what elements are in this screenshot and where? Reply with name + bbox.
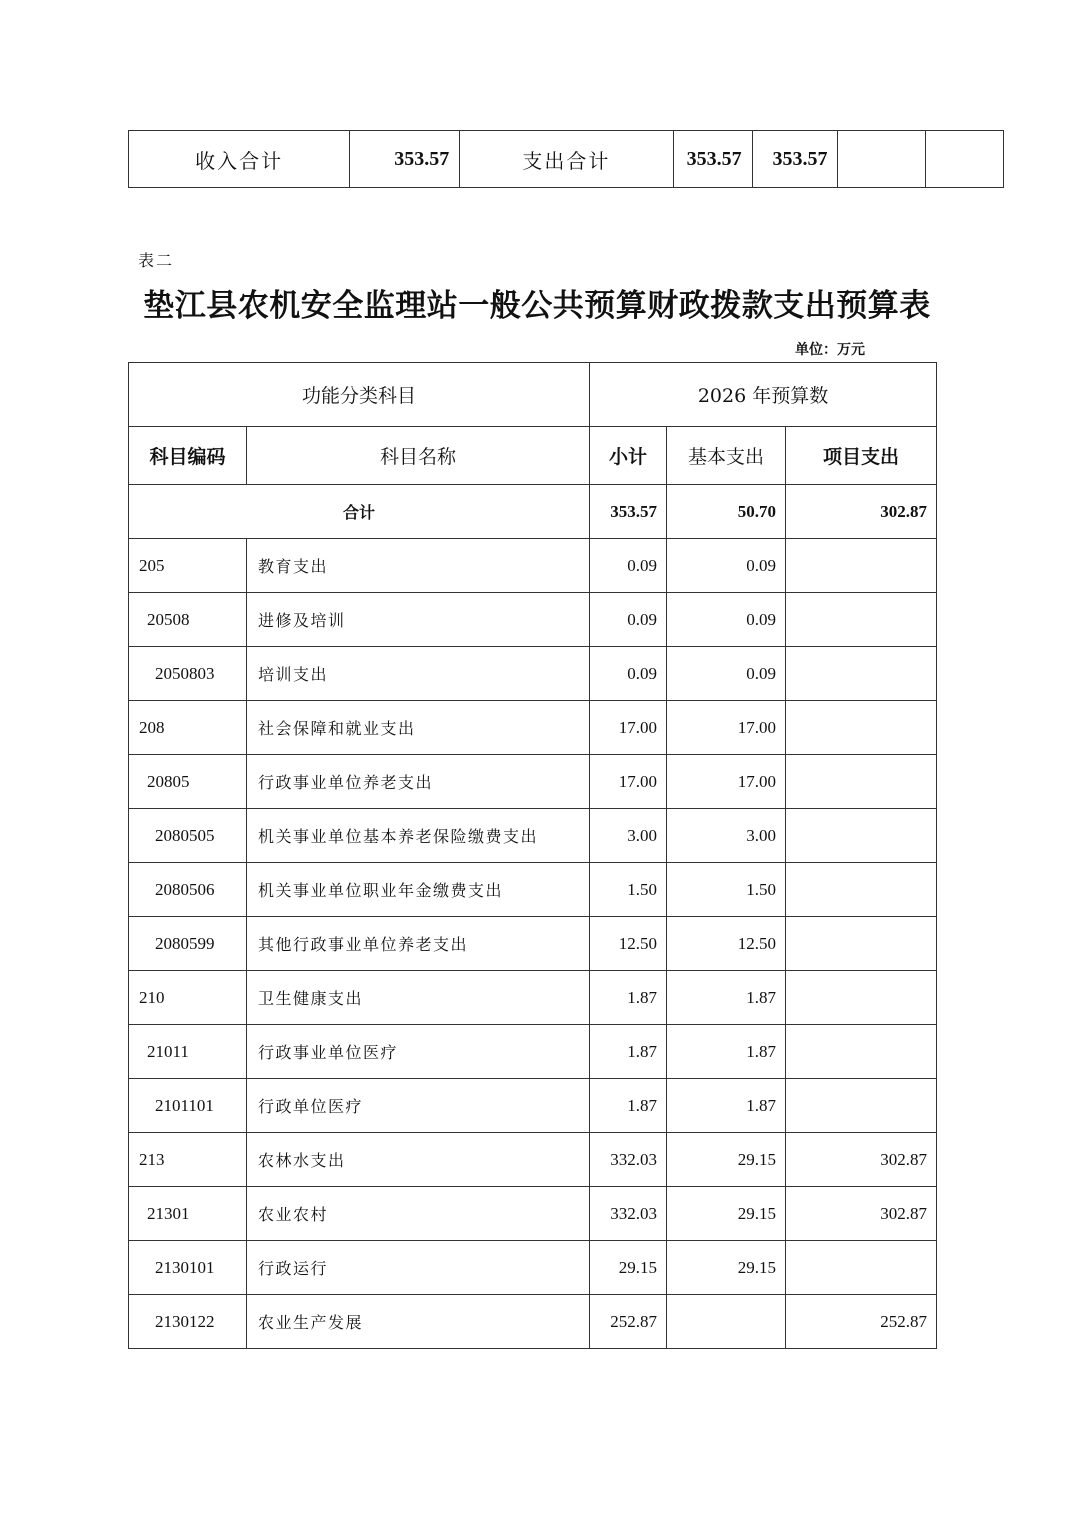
table-row: [129, 863, 937, 917]
table-row: [129, 539, 937, 593]
row-project: [786, 1241, 937, 1295]
page-title: 垫江县农机安全监理站一般公共预算财政拨款支出预算表: [143, 288, 931, 324]
total-row: [129, 485, 937, 539]
row-project: [786, 809, 937, 863]
header-name: 科目名称: [247, 427, 590, 485]
table-row: [129, 1025, 937, 1079]
row-subtotal: 3.00: [590, 809, 667, 863]
row-project: 252.87: [786, 1295, 937, 1349]
row-basic: 1.50: [667, 863, 786, 917]
row-subtotal: 17.00: [590, 701, 667, 755]
row-basic: 17.00: [667, 755, 786, 809]
row-code: 20508: [129, 593, 247, 647]
row-subtotal: 1.87: [590, 971, 667, 1025]
table-row: [129, 647, 937, 701]
row-basic: 29.15: [667, 1241, 786, 1295]
table-row: [129, 971, 937, 1025]
table-row: [129, 1295, 937, 1349]
row-code: 21011: [129, 1025, 247, 1079]
row-code: 2130122: [129, 1295, 247, 1349]
unit-label: 单位：万元: [795, 342, 865, 358]
row-name: 进修及培训: [247, 593, 590, 647]
row-code: 2080505: [129, 809, 247, 863]
row-name: 教育支出: [247, 539, 590, 593]
row-project: [786, 863, 937, 917]
row-name: 农业生产发展: [247, 1295, 590, 1349]
summary-empty-cell: [838, 131, 926, 188]
row-basic: 1.87: [667, 1079, 786, 1133]
summary-table: [128, 130, 1004, 188]
row-name: 社会保障和就业支出: [247, 701, 590, 755]
row-subtotal: 29.15: [590, 1241, 667, 1295]
header-category: 功能分类科目: [129, 363, 590, 427]
row-project: [786, 593, 937, 647]
row-name: 机关事业单位职业年金缴费支出: [247, 863, 590, 917]
row-project: [786, 971, 937, 1025]
budget-table: [128, 362, 937, 1349]
row-basic: 1.87: [667, 971, 786, 1025]
row-subtotal: 1.87: [590, 1025, 667, 1079]
table-row: [129, 593, 937, 647]
row-name: 培训支出: [247, 647, 590, 701]
expense-total-basic-value: 353.57: [752, 131, 838, 188]
expense-total-label: 支出合计: [460, 131, 673, 188]
summary-empty-cell: [926, 131, 1004, 188]
row-name: 行政单位医疗: [247, 1079, 590, 1133]
table-row: [129, 809, 937, 863]
row-name: 卫生健康支出: [247, 971, 590, 1025]
row-basic: [667, 1295, 786, 1349]
row-subtotal: 332.03: [590, 1187, 667, 1241]
header-subtotal: 小计: [590, 427, 667, 485]
row-basic: 3.00: [667, 809, 786, 863]
income-total-label: 收入合计: [129, 131, 350, 188]
row-subtotal: 17.00: [590, 755, 667, 809]
table-row: [129, 755, 937, 809]
row-subtotal: 0.09: [590, 539, 667, 593]
total-basic: 50.70: [667, 485, 786, 539]
row-subtotal: 252.87: [590, 1295, 667, 1349]
row-subtotal: 1.50: [590, 863, 667, 917]
row-name: 行政事业单位医疗: [247, 1025, 590, 1079]
expense-total-value: 353.57: [673, 131, 752, 188]
row-basic: 0.09: [667, 647, 786, 701]
income-total-value: 353.57: [350, 131, 460, 188]
row-subtotal: 1.87: [590, 1079, 667, 1133]
row-subtotal: 0.09: [590, 647, 667, 701]
table-tag: 表二: [138, 251, 175, 270]
row-code: 21301: [129, 1187, 247, 1241]
row-name: 农林水支出: [247, 1133, 590, 1187]
table-row: [129, 1241, 937, 1295]
row-code: 213: [129, 1133, 247, 1187]
row-name: 其他行政事业单位养老支出: [247, 917, 590, 971]
header-row-2: [129, 427, 937, 485]
row-project: [786, 539, 937, 593]
row-project: [786, 701, 937, 755]
row-basic: 0.09: [667, 593, 786, 647]
row-name: 行政运行: [247, 1241, 590, 1295]
total-label: 合计: [129, 485, 590, 539]
table-row: [129, 1187, 937, 1241]
row-name: 农业农村: [247, 1187, 590, 1241]
table-row: [129, 1079, 937, 1133]
row-project: 302.87: [786, 1187, 937, 1241]
header-budget-year: 2026 年预算数: [590, 363, 937, 427]
row-code: 2130101: [129, 1241, 247, 1295]
row-code: 210: [129, 971, 247, 1025]
summary-row: [129, 131, 1004, 188]
header-basic: 基本支出: [667, 427, 786, 485]
row-basic: 0.09: [667, 539, 786, 593]
row-basic: 17.00: [667, 701, 786, 755]
table-row: [129, 917, 937, 971]
row-code: 20805: [129, 755, 247, 809]
header-code: 科目编码: [129, 427, 247, 485]
row-subtotal: 332.03: [590, 1133, 667, 1187]
row-subtotal: 12.50: [590, 917, 667, 971]
row-project: [786, 1025, 937, 1079]
row-basic: 29.15: [667, 1133, 786, 1187]
row-name: 行政事业单位养老支出: [247, 755, 590, 809]
table-row: [129, 1133, 937, 1187]
row-code: 2080506: [129, 863, 247, 917]
row-code: 2050803: [129, 647, 247, 701]
row-project: [786, 755, 937, 809]
header-project: 项目支出: [786, 427, 937, 485]
row-subtotal: 0.09: [590, 593, 667, 647]
row-basic: 1.87: [667, 1025, 786, 1079]
row-project: [786, 647, 937, 701]
row-code: 205: [129, 539, 247, 593]
table-row: [129, 701, 937, 755]
row-project: [786, 1079, 937, 1133]
row-name: 机关事业单位基本养老保险缴费支出: [247, 809, 590, 863]
table-body: [129, 539, 937, 1349]
row-basic: 12.50: [667, 917, 786, 971]
total-project: 302.87: [786, 485, 937, 539]
row-code: 2080599: [129, 917, 247, 971]
total-subtotal: 353.57: [590, 485, 667, 539]
row-code: 208: [129, 701, 247, 755]
row-code: 2101101: [129, 1079, 247, 1133]
header-row-1: [129, 363, 937, 427]
row-basic: 29.15: [667, 1187, 786, 1241]
row-project: 302.87: [786, 1133, 937, 1187]
row-project: [786, 917, 937, 971]
